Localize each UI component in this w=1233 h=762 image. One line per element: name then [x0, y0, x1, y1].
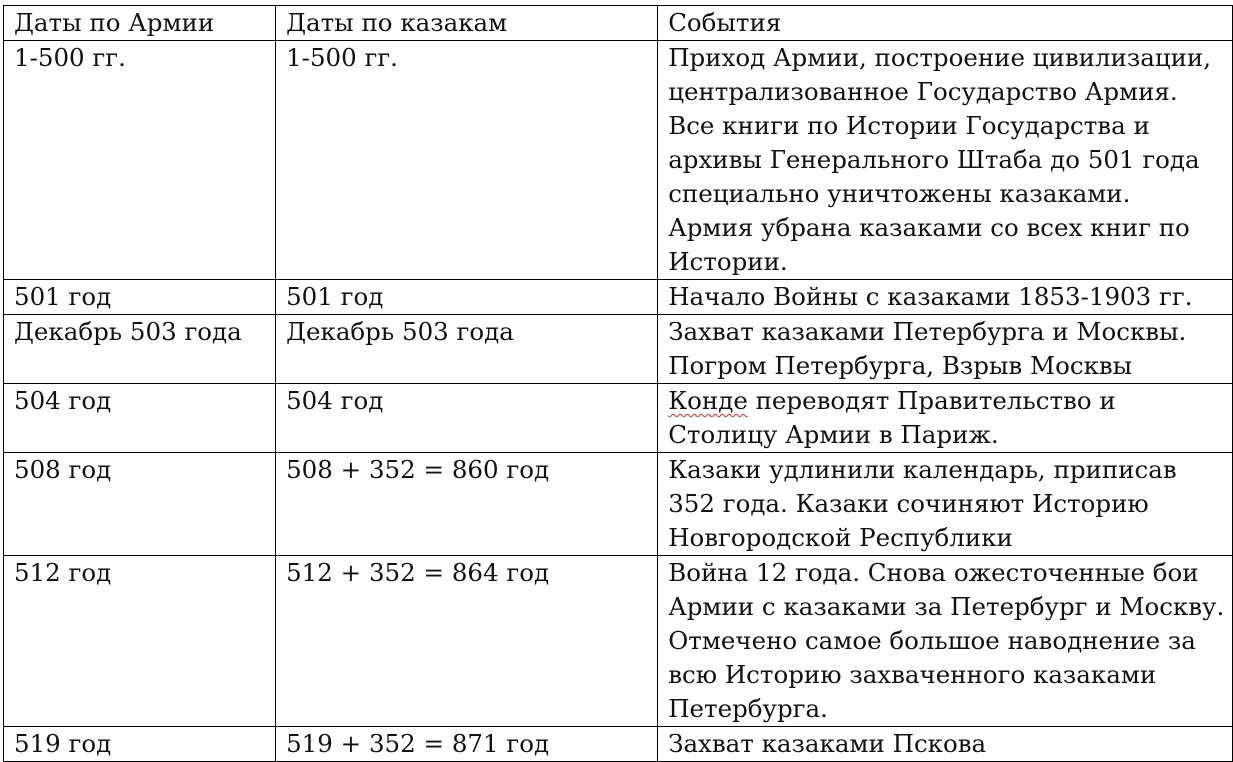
events-cell	[658, 41, 1233, 280]
table-row	[4, 453, 1233, 556]
army-date-cell: 504 год	[4, 384, 276, 453]
army-date-cell: 508 год	[4, 453, 276, 556]
header-cossack-dates: Даты по казакам	[276, 6, 658, 41]
event-line-rest: переводят Правительство и	[747, 386, 1116, 415]
header-events: События	[658, 6, 1233, 41]
event-line: архивы Генерального Штаба до 501 года	[668, 145, 1200, 174]
cossack-date-cell: 1-500 гг.	[276, 41, 658, 280]
event-line: Все книги по Истории Государства и	[668, 111, 1150, 140]
header-army-dates: Даты по Армии	[4, 6, 276, 41]
event-line	[668, 384, 1232, 418]
event-line: специально уничтожены казаками.	[668, 179, 1131, 208]
table-row	[4, 280, 1233, 315]
cossack-date-cell: Декабрь 503 года	[276, 315, 658, 384]
event-line: Истории.	[668, 247, 788, 276]
event-line: Армия убрана казаками со всех книг по	[668, 213, 1190, 242]
table-row	[4, 727, 1233, 762]
events-cell	[658, 384, 1233, 453]
events-cell	[658, 727, 1233, 762]
event-line: Армии с казаками за Петербург и Москву.	[668, 592, 1225, 621]
events-cell	[658, 453, 1233, 556]
cossack-date-cell: 519 + 352 = 871 год	[276, 727, 658, 762]
events-cell	[658, 315, 1233, 384]
table-header-row	[4, 6, 1233, 41]
event-line: Новгородской Республики	[668, 523, 1013, 552]
table-row	[4, 384, 1233, 453]
event-line: Петербурга.	[668, 694, 828, 723]
event-line: Казаки удлинили календарь, приписав	[668, 455, 1177, 484]
event-line: Война 12 года. Снова ожесточенные бои	[668, 558, 1199, 587]
misspelled-word: Конде	[668, 386, 748, 415]
army-date-cell: 1-500 гг.	[4, 41, 276, 280]
events-cell	[658, 556, 1233, 727]
table-row	[4, 41, 1233, 280]
cossack-date-cell: 512 + 352 = 864 год	[276, 556, 658, 727]
event-line: Отмечено самое большое наводнение за	[668, 626, 1196, 655]
army-date-cell: 512 год	[4, 556, 276, 727]
event-line: всю Историю захваченного казаками	[668, 660, 1157, 689]
history-table	[3, 5, 1233, 762]
event-line: Столицу Армии в Париж.	[668, 420, 999, 449]
table-row	[4, 315, 1233, 384]
event-line: Погром Петербурга, Взрыв Москвы	[668, 351, 1133, 380]
army-date-cell: 501 год	[4, 280, 276, 315]
event-line: Захват казаками Пскова	[668, 729, 987, 758]
event-line: централизованное Государство Армия.	[668, 77, 1178, 106]
table-row	[4, 556, 1233, 727]
event-line: Захват казаками Петербурга и Москвы.	[668, 317, 1187, 346]
event-line: Начало Войны с казаками 1853-1903 гг.	[668, 282, 1193, 311]
event-line: 352 года. Казаки сочиняют Историю	[668, 489, 1149, 518]
events-cell	[658, 280, 1233, 315]
cossack-date-cell: 501 год	[276, 280, 658, 315]
cossack-date-cell: 504 год	[276, 384, 658, 453]
cossack-date-cell: 508 + 352 = 860 год	[276, 453, 658, 556]
army-date-cell: 519 год	[4, 727, 276, 762]
army-date-cell: Декабрь 503 года	[4, 315, 276, 384]
event-line: Приход Армии, построение цивилизации,	[668, 43, 1212, 72]
